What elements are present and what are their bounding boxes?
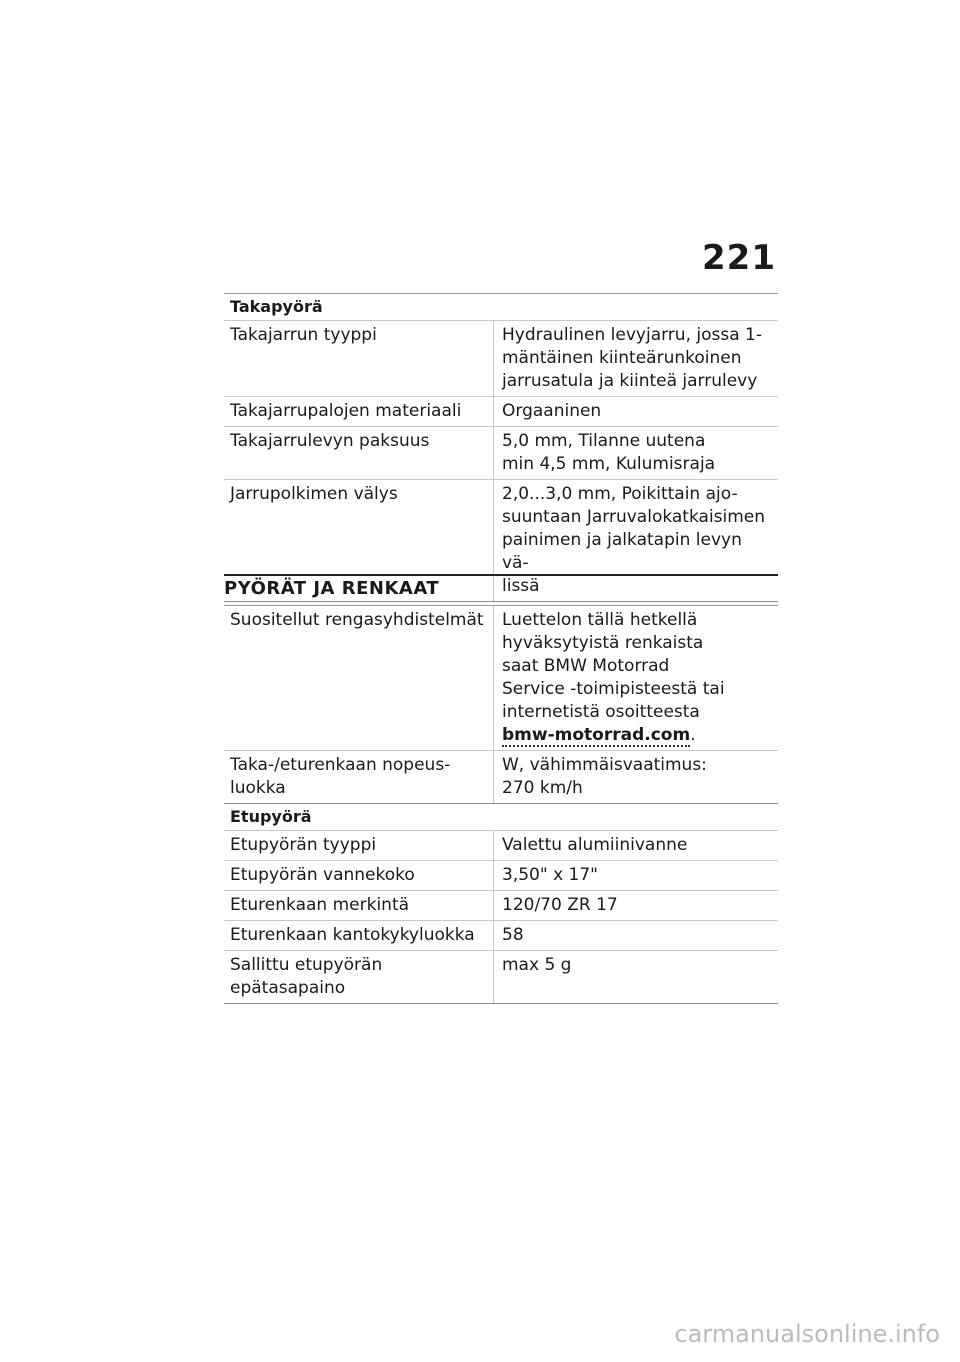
table-row [224,891,778,921]
table-row [224,606,778,751]
spec-label: Taka-/eturenkaan nopeus- luokka [224,751,494,803]
spec-label: Etupyörän tyyppi [224,831,494,860]
spec-value [494,606,778,750]
spec-label: Etupyörän vannekoko [224,861,494,890]
spec-label: Suositellut rengasyhdistelmät [224,606,494,750]
spec-label: Takajarrulevyn paksuus [224,427,494,479]
table-row [224,751,778,804]
link-suffix: . [690,725,696,745]
spec-value: Orgaaninen [502,401,602,421]
table-row [224,397,778,427]
website-link[interactable]: bmw-motorrad.com [502,725,691,745]
spec-value: 5,0 mm, Tilanne uutena min 4,5 mm, Kulumisraja [502,431,716,474]
table-row [224,427,778,480]
watermark-text: carmanualsonline.info [674,1320,940,1348]
spec-label: Takajarrun tyyppi [224,321,494,396]
spec-label: Takajarrupalojen materiaali [224,397,494,426]
spec-value: 3,50" x 17" [502,865,598,885]
spec-value: 120/70 ZR 17 [502,895,618,915]
spec-value: 58 [502,925,524,945]
recommended-text: Luettelon tällä hetkellä hyväksytyistä renkaista saat BMW Motorrad Service -toimipisteestä tai internetistä osoitteesta [502,610,725,722]
rear-wheel-section [224,293,778,602]
page-number: 221 [702,238,776,278]
wheels-tyres-section [224,574,778,1004]
spec-label: Sallittu etupyörän epätasapaino [224,951,494,1003]
spec-value: max 5 g [502,955,572,975]
section-title: PYÖRÄT JA RENKAAT [224,576,778,606]
rear-wheel-heading: Takapyörä [224,294,778,321]
table-row [224,921,778,951]
spec-label: Eturenkaan merkintä [224,891,494,920]
spec-label: Eturenkaan kantokykyluokka [224,921,494,950]
table-row [224,321,778,397]
table-row [224,951,778,1004]
spec-value: Valettu alumiinivanne [502,835,688,855]
spec-value: W, vähimmäisvaatimus: 270 km/h [502,755,707,798]
spec-value: Hydraulinen levyjarru, jossa 1- mäntäinen kiinteärunkoinen jarrusatula ja kiinteä jarrulevy [502,325,762,391]
spec-label: Jarrupolkimen välys [224,480,494,601]
spec-value: 2,0...3,0 mm, Poikittain ajo- suuntaan Jarruvalokatkaisimen painimen ja jalkatapin levyn vä- lissä [502,484,766,596]
table-row [224,861,778,891]
table-row [224,831,778,861]
front-wheel-heading: Etupyörä [224,804,778,831]
